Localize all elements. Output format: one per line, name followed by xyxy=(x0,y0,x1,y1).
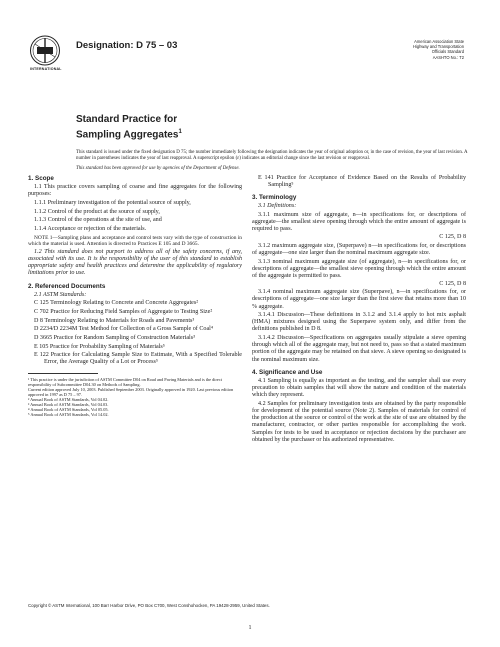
reference-item: E 141 Practice for Acceptance of Evidence Based on the Results of Probability Sampling⁵ xyxy=(258,175,466,189)
footnote-divider xyxy=(28,373,98,374)
left-column xyxy=(28,175,242,417)
reference-item: D 3665 Practice for Random Sampling of Construction Materials³ xyxy=(34,334,195,341)
footnote: ³ Annual Book of ASTM Standards, Vol 04.03. xyxy=(28,402,109,408)
definition-source: C 125, D 8 xyxy=(439,280,466,287)
discussion: 3.1.4.2 Discussion—Specifications on aggregates usually stipulate a sieve opening through which all of the aggregate may, but not need to, pass so that a stated maximum portion of the aggregate may be retained on that sieve. A sieve opening so designated is the nominal maximum size. xyxy=(252,335,466,363)
reference-item: D 8 Terminology Relating to Materials for Roads and Pavements³ xyxy=(34,317,195,324)
footnote: ² Annual Book of ASTM Standards, Vol 04.02. xyxy=(28,396,109,402)
aashto-line: American Association State xyxy=(414,39,464,44)
paragraph: 1.1.2 Control of the product at the source of supply, xyxy=(34,208,160,215)
paragraph: 1.1.4 Acceptance or rejection of the materials. xyxy=(34,225,147,232)
definition: 3.1.2 maximum aggregate size, (Superpave) n—in specifications for, or descriptions of aggregate—one size larger than the nominal maximum aggregate size. xyxy=(252,242,466,256)
title-line-1: Standard Practice for xyxy=(76,114,178,125)
section-heading-scope: 1. Scope xyxy=(28,175,54,182)
section-heading-referenced-documents: 2. Referenced Documents xyxy=(28,282,106,290)
aashto-block xyxy=(344,39,464,60)
aashto-line: Officials Standard xyxy=(431,49,464,55)
paragraph: 3.1 Definitions: xyxy=(258,203,297,210)
definition: 3.1.4 nominal maximum aggregate size (Superpave), n—in specifications for, or descriptions of aggregate—one size larger than the first sieve that retains more than 10 % aggregate. xyxy=(252,289,466,310)
paragraph: 2.1 ASTM Standards: xyxy=(34,291,87,298)
footnote: ⁵ Annual Book of ASTM Standards, Vol 14.02. xyxy=(28,412,109,418)
astm-logo-icon xyxy=(30,35,60,66)
paragraph: 1.1 This practice covers sampling of coarse and fine aggregates for the following purposes: xyxy=(28,184,242,198)
aashto-line: AASHTO No.: T2 xyxy=(432,54,464,60)
page-number: 1 xyxy=(248,625,252,631)
paragraph: 4.1 Sampling is equally as important as the testing, and the sampler shall use every precaution to obtain samples that will show the nature and condition of the materials which they represent. xyxy=(252,377,466,399)
reference-item: E 105 Practice for Probability Sampling of Materials⁵ xyxy=(34,343,165,350)
title-line-2 xyxy=(76,126,182,141)
right-column xyxy=(252,175,466,445)
aashto-line: Highway and Transportation xyxy=(413,44,464,50)
section-heading-significance: 4. Significance and Use xyxy=(252,368,323,376)
reference-item: D 2234/D 2234M Test Method for Collection of a Gross Sample of Coal⁴ xyxy=(34,326,213,333)
logo-caption: INTERNATIONAL xyxy=(30,67,62,71)
definition: 3.1.3 nominal maximum aggregate size (of aggregate), n—in specifications for, or descriptions of aggregate—the smallest sieve opening through which the entire amount of the aggregate is permitted to pass. xyxy=(252,258,466,279)
paragraph: 1.1.1 Preliminary investigation of the potential source of supply, xyxy=(34,199,191,206)
intro-block xyxy=(76,150,468,172)
reference-item: C 125 Terminology Relating to Concrete and Concrete Aggregates² xyxy=(34,300,199,307)
title-text: Sampling Aggregates xyxy=(76,129,179,141)
reference-item: E 122 Practice for Calculating Sample Size to Estimate, With a Specified Tolerable Error, the Average Quality of a Lot or Process⁵ xyxy=(34,352,242,366)
note-1: NOTE 1—Sampling plans and acceptance and control tests vary with the type of construction in which the material is used. Attention is directed to Practices E 105 and D 3665. xyxy=(28,234,242,247)
copyright-line: Copyright © ASTM International, 100 Barr Harbor Drive, PO Box C700, West Conshohocken, PA 19428-2959, United States. xyxy=(28,603,270,608)
title-footnote-mark: 1 xyxy=(178,129,182,135)
approval-note: This standard has been approved for use by agencies of the Department of Defense. xyxy=(76,166,240,171)
discussion: 3.1.4.1 Discussion—These definitions in 3.1.2 and 3.1.4 apply to hot mix asphalt (HMA) mixtures designed using the Superpave system only, and differ from the definitions published in D 8. xyxy=(252,312,466,333)
definition-source: C 125, D 8 xyxy=(439,234,466,241)
section-heading-terminology: 3. Terminology xyxy=(252,194,297,202)
document-title xyxy=(76,114,182,141)
paragraph: 1.1.3 Control of the operations at the site of use, and xyxy=(34,217,162,224)
issued-note: This standard is issued under the fixed designation D 75; the number immediately following the designation indicates the year of original adoption or, in the case of revision, the year of last revision. A number in parentheses indicates the year of last reapproval. A superscript epsilon (ε) indicates an editorial change since the last revision or reapproval. xyxy=(76,150,468,161)
safety-paragraph: 1.2 This standard does not purport to address all of the safety concerns, if any, associated with its use. It is the responsibility of the user of this standard to establish appropriate safety and health practices and determine the applicability of regulatory limitations prior to use. xyxy=(28,248,242,277)
footnote: ⁴ Annual Book of ASTM Standards, Vol 05.05. xyxy=(28,407,109,413)
designation: Designation: D 75 – 03 xyxy=(76,40,178,51)
astm-logo xyxy=(30,35,60,75)
footnote: ¹ This practice is under the jurisdiction of ASTM Committee D04 on Road and Paving Materials and is the direct responsibility of Subcommittee D04.30 on Methods of Sampling. xyxy=(28,376,222,387)
footnote: Current edition approved July 10, 2003. Published September 2003. Originally approved in 1920. Last previous edition approved in 1997 as D 75 – 97. xyxy=(28,386,234,397)
reference-item: C 702 Practice for Reducing Field Samples of Aggregate to Testing Size² xyxy=(34,309,213,315)
definition: 3.1.1 maximum size of aggregate, n—in specifications for, or descriptions of aggregate—the smallest sieve opening through which the entire amount of aggregate is required to pass. xyxy=(252,212,466,233)
paragraph: 4.2 Samples for preliminary investigation tests are obtained by the party responsible for development of the potential source (Note 2). Samples of materials for control of the production at the source or control of the work at the site of use are obtained by the manufacturer, contractor, or other parties responsible for accomplishing the work. Samples for tests to be used in acceptance or rejection decisions by the purchaser are obtained by the purchaser or his authorized representative. xyxy=(252,400,466,443)
